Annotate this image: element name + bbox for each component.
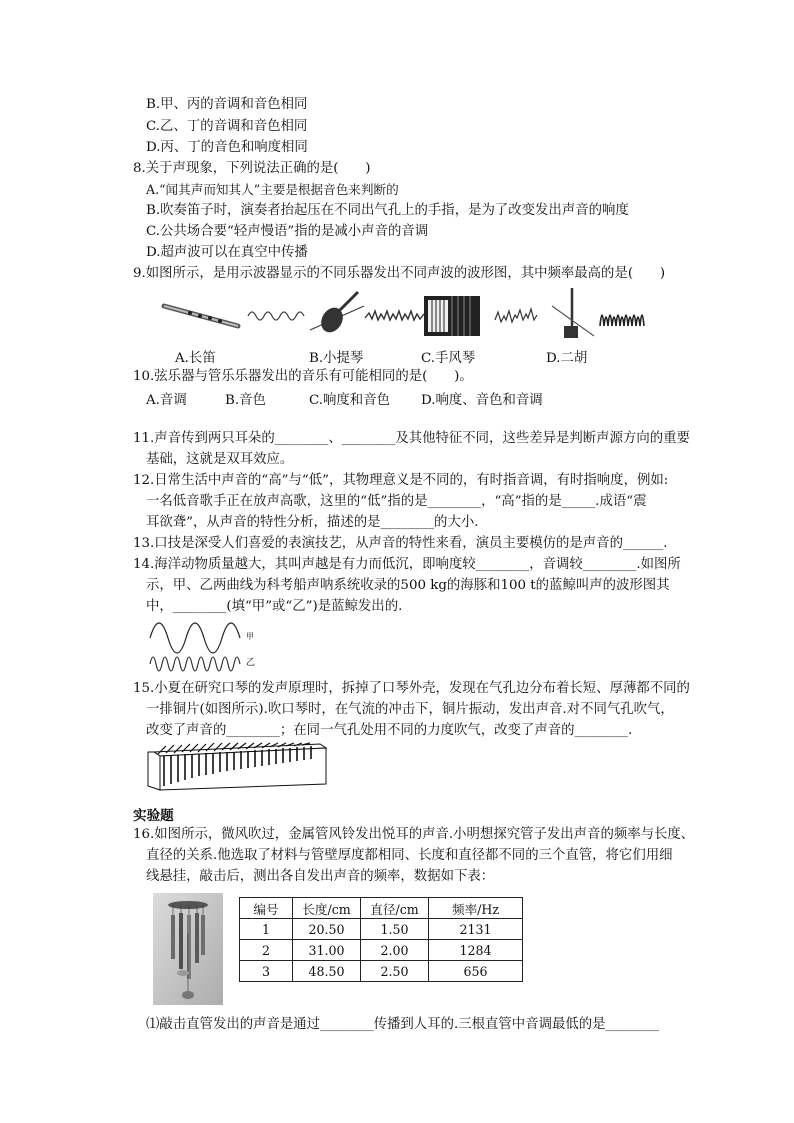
table-cell: 2.00 [361,940,429,961]
q9-option-d: D.二胡 [546,351,588,366]
q16-line3: 线悬挂，敲击后，测出各自发出声音的频率，数据如下表： [146,869,495,884]
q8-option-b: B.吹奏笛子时，演奏者抬起压在不同出气孔上的手指，是为了改变发出声音的响度 [146,203,629,218]
violin-waveform [365,311,424,320]
q16-sub1: ⑴敲击直管发出的声音是通过________传播到人耳的.三根直管中音调最低的是________ [146,1017,660,1032]
table-cell: 2.50 [361,961,429,982]
column-header-length: 长度/cm [293,898,361,919]
q15-line3: 改变了声音的________；在同一气孔处用不同的力度吹气，改变了声音的________. [146,723,633,738]
wind-chime-photo [153,893,223,1005]
q15-line2: 一排铜片(如图所示).吹口琴时，在气流的冲击下，铜片振动，发出声音.对不同气孔吹气， [146,702,674,717]
table-cell: 2 [240,940,293,961]
q8-option-d: D.超声波可以在真空中传播 [146,245,308,260]
section-title: 实验题 [133,808,174,824]
q12-line2: 一名低音歌手正在放声高歌，这里的“低”指的是________，“高”指的是_____.成语“震 [146,494,647,509]
flute-icon [164,306,238,326]
q9-options [0,347,794,365]
table-cell: 2131 [429,919,523,940]
q9-stem: 9.如图所示，是用示波器显示的不同乐器发出不同声波的波形图，其中频率最高的是( ) [133,266,666,281]
column-header-frequency: 频率/Hz [429,898,523,919]
instrument-waveforms-image [160,286,660,342]
q10-option-b: B.音色 [225,393,266,408]
table-cell: 48.50 [293,961,361,982]
q10-option-d: D.响度、音色和音调 [421,393,543,408]
table-row [240,961,523,982]
sound-waveform-figure [146,620,256,672]
table-cell: 3 [240,961,293,982]
table-cell: 1.50 [361,919,429,940]
flute-waveform [248,312,304,320]
table-cell: 31.00 [293,940,361,961]
erhu-icon [552,288,594,338]
accordion-icon [424,296,480,336]
accordion-waveform [495,309,537,322]
q12-line3: 耳欲聋”，从声音的特性分析，描述的是________的大小. [146,515,479,530]
q10-stem: 10.弦乐器与管乐乐器发出的音乐有可能相同的是( )。 [133,369,473,384]
q14-line3: 中，________(填“甲”或“乙”)是蓝鲸发出的. [146,599,403,614]
q14-line2: 示，甲、乙两曲线为科考船声呐系统收录的500 kg的海豚和100 t的蓝鲸叫声的波形图其 [146,578,670,593]
q7-option-c: C.乙、丁的音调和音色相同 [146,119,308,134]
table-header-row [240,898,523,919]
q11-line1: 11.声音传到两只耳朵的________、________及其他特征不同，这些差异是判断声源方向的重要 [133,431,690,446]
q13-line1: 13.口技是深受人们喜爱的表演技艺，从声音的特性来看，演员主要模仿的是声音的______. [133,536,668,551]
q7-option-d: D.丙、丁的音色和响度相同 [146,140,308,155]
q8-option-c: C.公共场合要“轻声慢语”指的是减小声音的音调 [146,224,429,239]
q16-line2: 直径的关系.他选取了材料与管壁厚度都相同、长度和直径都不同的三个直管，将它们用细 [146,848,673,863]
column-header-id: 编号 [240,898,293,919]
q10-option-a: A.音调 [146,393,187,408]
q16-line1: 16.如图所示，微风吹过，金属管风铃发出悦耳的声音.小明想探究管子发出声音的频率与长度、 [133,827,695,842]
table-cell: 1284 [429,940,523,961]
q14-line1: 14.海洋动物质量越大，其叫声越是有力而低沉，即响度较________，音调较________.如图所 [133,557,681,572]
table-cell: 656 [429,961,523,982]
waveform-yi [150,657,240,671]
harmonica-reeds-figure [146,742,328,794]
violin-icon [310,292,364,336]
q7-option-b: B.甲、丙的音调和音色相同 [146,97,308,112]
q11-line2: 基础，这就是双耳效应。 [146,452,294,467]
waveform-jia [150,623,240,653]
table-row [240,940,523,961]
table-cell: 20.50 [293,919,361,940]
q9-option-a: A.长笛 [175,351,216,366]
q9-option-c: C.手风琴 [421,351,476,366]
table-row [240,919,523,940]
q12-line1: 12.日常生活中声音的“高”与“低”，其物理意义是不同的，有时指音调，有时指响度，例如: [133,473,669,488]
q10-option-c: C.响度和音色 [309,393,390,408]
q9-option-b: B.小提琴 [309,351,364,366]
label-jia: 甲 [246,632,254,641]
table-cell: 1 [240,919,293,940]
column-header-diameter: 直径/cm [361,898,429,919]
q8-option-a: A.“闻其声而知其人”主要是根据音色来判断的 [146,182,399,197]
q10-options [0,389,794,407]
label-yi: 乙 [246,658,256,668]
frequency-table [239,897,523,982]
erhu-waveform [600,315,644,326]
q8-stem: 8.关于声现象，下列说法正确的是( ) [133,161,371,176]
q15-line1: 15.小夏在研究口琴的发声原理时，拆掉了口琴外壳，发现在气孔边分布着长短、厚薄都不同的 [133,681,690,696]
